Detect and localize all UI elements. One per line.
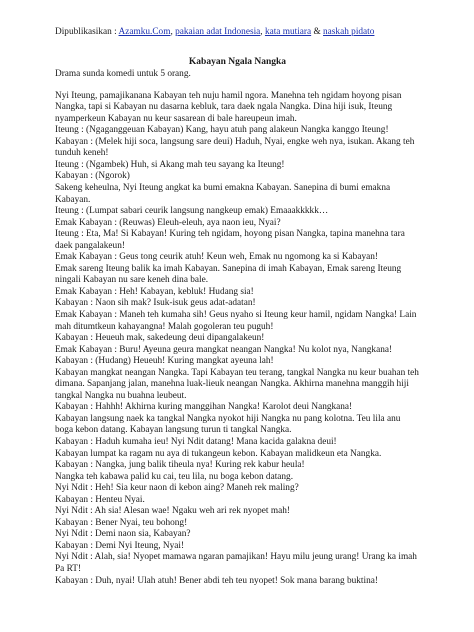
script-paragraph: Nyi Ndit : Ah sia! Alesan wae! Ngaku weh ari rek nyopet mah! — [55, 506, 290, 517]
script-paragraph: Kabayan : (Melek hiji soca, langsung sare deui) Haduh, Nyai, engke weh nya, isukan. Akang teh tunduh keneh! — [55, 136, 415, 159]
script-paragraph: Emak sareng Iteung balik ka imah Kabayan. Sanepina di imah Kabayan, Emak sareng Iteung ningali Kabayan nu sare keneh dina bale. — [55, 263, 402, 286]
script-paragraph: Emak Kabayan : Buru! Ayeuna geura mangkat neangan Nangka! Nu kolot nya, Nangkana! — [55, 344, 393, 355]
script-paragraph: Nyi Ndit : Demi naon sia, Kabayan? — [55, 529, 191, 540]
script-paragraph: Kabayan : Bener Nyai, teu bohong! — [55, 517, 188, 528]
script-paragraph: Kabayan : Duh, nyai! Ulah atuh! Bener abdi teh teu nyopet! Sok mana barang buktina! — [55, 575, 378, 586]
published-label: Dipublikasikan : — [55, 27, 119, 37]
link-pakaian-adat[interactable]: pakaian adat Indonesia — [175, 27, 261, 37]
script-paragraph: Kabayan : (Ngorok) — [55, 171, 130, 182]
script-paragraph: Emak Kabayan : Geus tong ceurik atuh! Keun weh, Emak nu ngomong ka si Kabayan! — [55, 252, 378, 263]
document-subtitle: Drama sunda komedi untuk 5 orang. — [55, 69, 191, 79]
script-paragraph: Kabayan : Henteu Nyai. — [55, 494, 145, 505]
script-paragraph: Iteung : Eta, Ma! Si Kabayan! Kuring teh ngidam, hoyong pisan Nangka, tapina manehna tara daek pangalakeun! — [55, 229, 405, 251]
script-body — [55, 91, 420, 588]
link-separator: , — [260, 27, 265, 37]
script-paragraph: Nyi Iteung, pamajikanana Kabayan teh nuju hamil ngora. Manehna teh ngidam hoyong pisan Nangka, tapi si Kabayan nu dasarna kebluk, tara daek ngala Nangka. Dina hiji isuk, Iteung nyamperkeun Kabayan nu keur sasarean di bale hareupeun imah. — [55, 90, 402, 124]
script-paragraph: Kabayan lumpat ka ragam nu aya di tukangeun kebon. Kabayan malidkeun eta Nangka. — [55, 448, 382, 459]
link-azamku[interactable]: Azamku.Com — [118, 27, 171, 37]
script-paragraph: Kabayan : Nangka, jung balik tiheula nya! Kuring rek kabur heula! — [55, 460, 305, 471]
script-paragraph: Nyi Ndit : Alah, sia! Nyopet mamawa ngaran pamajikan! Hayu milu jeung urang! Urang ka imah Pa RT! — [55, 552, 417, 575]
script-paragraph: Iteung : (Lumpat sabari ceurik langsung nangkeup emak) Emaaakkkkk… — [55, 206, 329, 217]
script-paragraph: Kabayan : (Hudang) Heueuh! Kuring mangkat ayeuna lah! — [55, 356, 274, 367]
link-separator: , — [170, 27, 176, 37]
script-paragraph: Kabayan : Heueuh mak, sakedeung deui dipangalakeun! — [55, 333, 265, 344]
script-paragraph: Kabayan langsung naek ka tangkal Nangka nyokot hiji Nangka nu pang kolotna. Teu lila anu boga kebon datang. Kabayan langsung turun ti tangkal Nangka. — [55, 413, 401, 436]
script-paragraph: Kabayan : Naon sih mak? Isuk-isuk geus adat-adatan! — [55, 298, 256, 309]
publication-line — [55, 26, 420, 38]
script-paragraph: Iteung : (Ngaganggeuan Kabayan) Kang, hayu atuh pang alakeun Nangka kanggo Iteung! — [55, 125, 389, 136]
document-title: Kabayan Ngala Nangka — [188, 57, 287, 67]
script-paragraph: Emak Kabayan : (Reuwas) Eleuh-eleuh, aya naon ieu, Nyai? — [55, 217, 281, 228]
link-separator: & — [311, 27, 324, 37]
script-paragraph: Kabayan : Haduh kumaha ieu! Nyi Ndit datang! Mana kacida galakna deui! — [55, 437, 337, 447]
link-kata-mutiara[interactable]: kata mutiara — [264, 27, 312, 37]
script-paragraph: Emak Kabayan : Heh! Kabayan, kebluk! Hudang sia! — [55, 286, 254, 297]
script-paragraph: Kabayan : Demi Nyi Iteung, Nyai! — [55, 540, 185, 551]
link-naskah-pidato[interactable]: naskah pidato — [323, 27, 375, 37]
script-paragraph: Emak Kabayan : Maneh teh kumaha sih! Geus nyaho si Iteung keur hamil, ngidam Nangka! Lain mah ditumtkeun kahayangna! Malah gogoleran teu puguh! — [55, 309, 417, 332]
script-paragraph: Iteung : (Ngambek) Huh, si Akang mah teu sayang ka Iteung! — [55, 159, 285, 170]
script-paragraph: Sakeng keheulna, Nyi Iteung angkat ka bumi emakna Kabayan. Sanepina di bumi emakna Kabayan. — [55, 182, 391, 205]
script-paragraph: Kabayan : Hahhh! Akhirna kuring manggihan Nangka! Karolot deui Nangkana! — [55, 402, 353, 413]
script-paragraph: Nyi Ndit : Heh! Sia keur naon di kebon aing? Maneh rek maling? — [55, 483, 299, 494]
script-paragraph: Kabayan mangkat neangan Nangka. Tapi Kabayan teu terang, tangkal Nangka nu keur buahan teh dimana. Sapanjang jalan, manehna luak-lieuk neangan Nangka. Akhirna manehna manggih hiji tangkal Nangka nu buahna leubeut. — [55, 367, 419, 401]
script-paragraph: Nangka teh kabawa palid ku cai, teu lila, nu boga kebon datang. — [55, 471, 294, 482]
